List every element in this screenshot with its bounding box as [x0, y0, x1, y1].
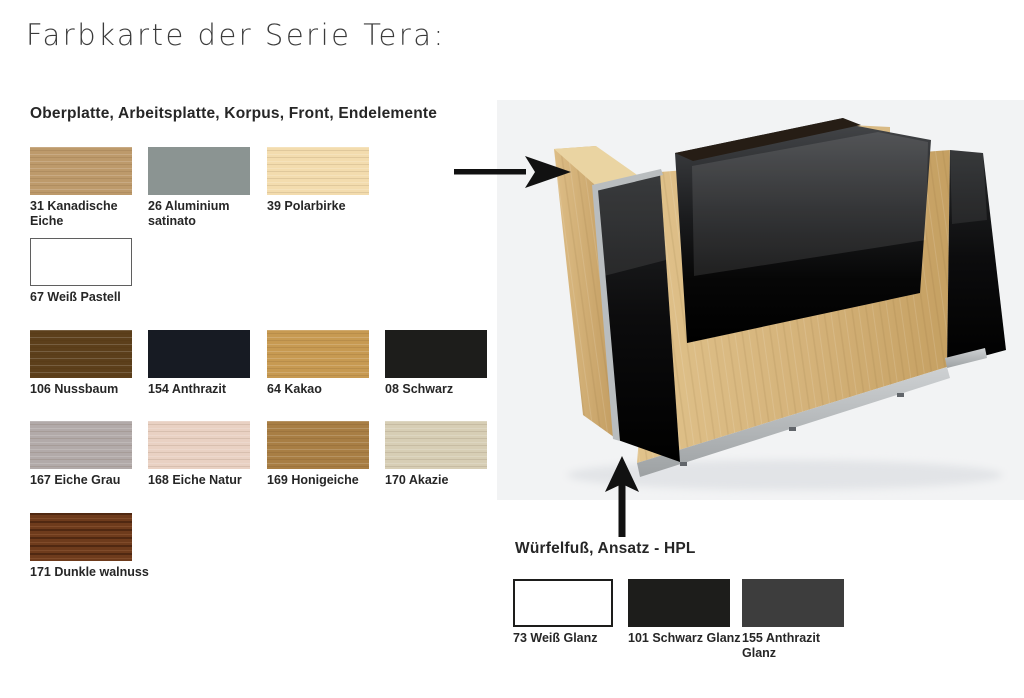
- swatch-26-aluminium-satinato: [148, 147, 266, 229]
- swatch-label: 101 Schwarz Glanz: [628, 631, 741, 645]
- swatch-167-eiche-grau: [30, 421, 148, 488]
- product-render: [440, 100, 1024, 545]
- swatch-label: 170 Akazie: [385, 473, 449, 487]
- swatch-67-weiss-pastell: [30, 238, 148, 305]
- swatch-color: [385, 421, 487, 469]
- desk-foot-3: [897, 393, 904, 397]
- surfaces-section-heading: Oberplatte, Arbeitsplatte, Korpus, Front, Endelemente: [30, 105, 438, 122]
- swatch-label: 167 Eiche Grau: [30, 473, 121, 487]
- desk-right-panel-reflection: [950, 150, 987, 224]
- feet-section-heading: Würfelfuß, Ansatz - HPL: [515, 540, 696, 557]
- swatch-label: 106 Nussbaum: [30, 382, 119, 396]
- swatch-color: [148, 421, 250, 469]
- swatch-label: 168 Eiche Natur: [148, 473, 242, 487]
- swatch-label: 73 Weiß Glanz: [513, 631, 598, 645]
- swatch-color: [267, 147, 369, 195]
- swatch-171-dunkle-walnuss: [30, 513, 148, 580]
- swatch-color: [628, 579, 730, 627]
- swatch-label: 171 Dunkle walnuss: [30, 565, 149, 579]
- swatch-label: 67 Weiß Pastell: [30, 290, 121, 304]
- swatch-color: [385, 330, 487, 378]
- swatch-label: 64 Kakao: [267, 382, 322, 396]
- swatch-label: 39 Polarbirke: [267, 199, 346, 213]
- swatch-color: [513, 579, 613, 627]
- desk-foot-1: [680, 462, 687, 466]
- swatch-label: 31 Kanadische Eiche: [30, 199, 118, 228]
- page-title: Farbkarte der Serie Tera:: [26, 18, 446, 52]
- swatch-color: [267, 421, 369, 469]
- desk-foot-2: [789, 427, 796, 431]
- swatch-168-eiche-natur: [148, 421, 266, 488]
- swatch-color: [30, 147, 132, 195]
- swatch-color: [148, 330, 250, 378]
- swatch-39-polarbirke: [267, 147, 385, 214]
- swatch-08-schwarz: [385, 330, 503, 397]
- swatch-color: [267, 330, 369, 378]
- swatch-101-schwarz-glanz: [628, 579, 750, 646]
- swatch-154-anthrazit: [148, 330, 266, 397]
- swatch-169-honigeiche: [267, 421, 385, 488]
- swatch-color: [30, 513, 132, 561]
- swatch-label: 169 Honigeiche: [267, 473, 359, 487]
- swatch-155-anthrazit-glanz: [742, 579, 864, 661]
- swatch-64-kakao: [267, 330, 385, 397]
- swatch-label: 08 Schwarz: [385, 382, 454, 396]
- swatch-color: [742, 579, 844, 627]
- desk-left-panel-reflection: [597, 173, 666, 276]
- swatch-color: [148, 147, 250, 195]
- swatch-31-kanadische-eiche: [30, 147, 148, 229]
- swatch-label: 26 Aluminium satinato: [148, 199, 230, 228]
- swatch-106-nussbaum: [30, 330, 148, 397]
- swatch-color: [30, 238, 132, 286]
- swatch-label: 155 Anthrazit Glanz: [742, 631, 821, 660]
- swatch-170-akazie: [385, 421, 503, 488]
- swatch-color: [30, 330, 132, 378]
- swatch-73-weiss-glanz: [513, 579, 635, 646]
- swatch-color: [30, 421, 132, 469]
- swatch-label: 154 Anthrazit: [148, 382, 227, 396]
